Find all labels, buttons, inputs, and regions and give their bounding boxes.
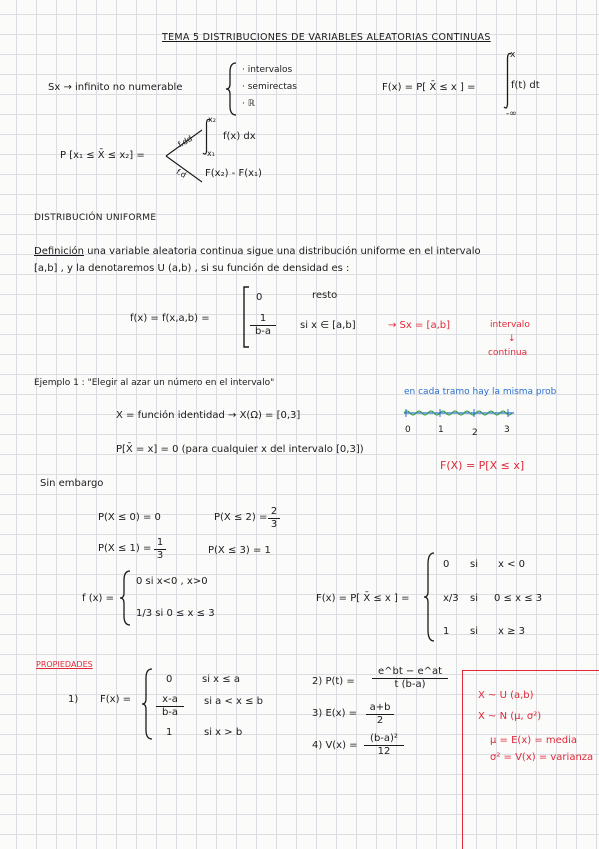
property-1-lhs: F(x) = <box>100 694 132 705</box>
interval-probability: P [x₁ ≤ X̄ ≤ x₂] = <box>60 150 145 161</box>
type-intervals: · intervalos <box>242 65 293 75</box>
integral-lower-x1: x₁ <box>207 149 215 158</box>
sample-space-text: Sx → infinito no numerable <box>48 82 183 93</box>
support-note: → Sx = [a,b] <box>388 320 451 331</box>
properties-heading: PROPIEDADES <box>36 660 93 669</box>
mgf-fraction: $\frac{e\^{}bt - e\^{}at}{t (b-a)}$ <box>372 666 448 691</box>
example-density-lhs: f (x) = <box>82 593 114 604</box>
cdf-red-note: F(X) = P[X ≤ x] <box>440 459 525 472</box>
cdf-case-1-value: 0 <box>443 559 450 570</box>
equal-probability-note: en cada tramo hay la misma prob <box>404 387 557 397</box>
down-arrow: ↓ <box>508 334 516 344</box>
cdf-difference: F(x₂) - F(x₁) <box>205 168 262 179</box>
uniform-notation: X ~ U (a,b) <box>478 690 534 701</box>
cdf-case-2-value: x/3 <box>443 593 459 604</box>
cdf-definition: F(x) = P[ X̄ ≤ x ] = <box>382 82 476 93</box>
definition-label: Definición <box>34 246 84 257</box>
normal-notation: X ~ N (μ, σ²) <box>478 711 542 722</box>
p-le-2: P(X ≤ 2) = <box>214 512 268 523</box>
type-semirects: · semirectas <box>242 82 297 92</box>
point-probability: P[X̄ = x] = 0 (para cualquier x del intervalo [0,3]) <box>116 444 364 455</box>
variance-notation: σ² = V(x) = varianza <box>490 752 594 763</box>
fraction-1-3: $\frac{1}{3}$ <box>154 537 166 562</box>
section-heading: DISTRIBUCIÓN UNIFORME <box>34 213 157 223</box>
cases-brace <box>120 570 132 626</box>
density-case-interval: si x ∈ [a,b] <box>300 320 356 331</box>
density-case-zero: 0 <box>256 292 263 303</box>
p-le-1: P(X ≤ 1) = <box>98 543 152 554</box>
definition-line-2: [a,b] , y la denotaremos U (a,b) , si su función de densidad es : <box>34 263 350 274</box>
cdf-case-3-cond: x ≥ 3 <box>498 626 526 637</box>
property-1-number: 1) <box>68 694 79 705</box>
example-label: Ejemplo 1 : "Elegir al azar un número en el intervalo" <box>34 378 275 388</box>
p-le-3: P(X ≤ 3) = 1 <box>208 545 271 556</box>
continuous-label: continua <box>488 348 528 358</box>
prop-case-3-value: 1 <box>166 727 173 738</box>
example-density-case-1: 0 si x<0 , x>0 <box>136 576 208 587</box>
integral-lower-minus-inf: -∞ <box>506 109 517 119</box>
cases-brace <box>424 552 436 642</box>
cdf-case-2-si: si <box>470 593 478 604</box>
prop-case-2-cond: si a < x ≤ b <box>204 696 264 707</box>
page-title: TEMA 5 DISTRIBUCIONES DE VARIABLES ALEATORIAS CONTINUAS <box>162 32 491 43</box>
label-fdd: f.dd <box>176 133 194 150</box>
variance-fraction: $\frac{\text{(b-a)²}}{12}$ <box>364 733 404 758</box>
property-2-lhs: 2) P(t) = <box>312 676 355 687</box>
cdf-case-2-cond: 0 ≤ x ≤ 3 <box>494 593 543 604</box>
tick-2: 2 <box>472 428 478 438</box>
uniform-density-lhs: f(x) = f(x,a,b) = <box>130 313 210 324</box>
cdf-case-3-si: si <box>470 626 478 637</box>
prop-case-1-value: 0 <box>166 674 173 685</box>
example-cdf-lhs: F(x) = P[ X̄ ≤ x ] = <box>316 593 410 604</box>
cdf-case-1-cond: x < 0 <box>498 559 526 570</box>
property-3-lhs: 3) E(x) = <box>312 708 358 719</box>
type-reals: · ℝ <box>242 99 255 109</box>
however-text: Sin embargo <box>40 478 104 489</box>
label-fd: f.d <box>174 167 188 180</box>
left-brace <box>226 62 238 116</box>
prop-case-2-fraction: $\frac{x-a}{b-a}$ <box>156 694 184 719</box>
fraction-2-3: $\frac{2}{3}$ <box>268 506 280 531</box>
mean-fraction: $\frac{a+b}{2}$ <box>366 702 394 727</box>
mean-notation: μ = E(x) = media <box>490 735 578 746</box>
prop-case-1-cond: si x ≤ a <box>202 674 240 685</box>
density-case-rest: resto <box>312 290 338 301</box>
random-variable-def: X = función identidad → X(Ω) = [0,3] <box>116 410 301 421</box>
interval-number-line <box>404 406 516 420</box>
integral-upper-x: x <box>510 50 516 60</box>
integrand-fx: f(x) dx <box>223 131 256 142</box>
property-4-lhs: 4) V(x) = <box>312 740 358 751</box>
integral-upper-x2: x₂ <box>208 115 216 124</box>
tick-0: 0 <box>405 425 411 435</box>
example-density-case-2: 1/3 si 0 ≤ x ≤ 3 <box>136 608 215 619</box>
cdf-case-3-value: 1 <box>443 626 450 637</box>
prop-case-3-cond: si x > b <box>204 727 243 738</box>
integrand-ft: f(t) dt <box>511 80 540 91</box>
definition-line-1 <box>34 246 481 258</box>
p-le-0: P(X ≤ 0) = 0 <box>98 512 161 523</box>
tick-3: 3 <box>504 425 510 435</box>
cases-brace <box>142 668 154 740</box>
interval-label: intervalo <box>490 320 530 330</box>
tick-1: 1 <box>438 425 444 435</box>
definition-text-1: una variable aleatoria continua sigue una distribución uniforme en el intervalo <box>84 246 481 257</box>
density-fraction: $\frac{1}{b-a}$ <box>250 313 276 338</box>
cdf-case-1-si: si <box>470 559 478 570</box>
